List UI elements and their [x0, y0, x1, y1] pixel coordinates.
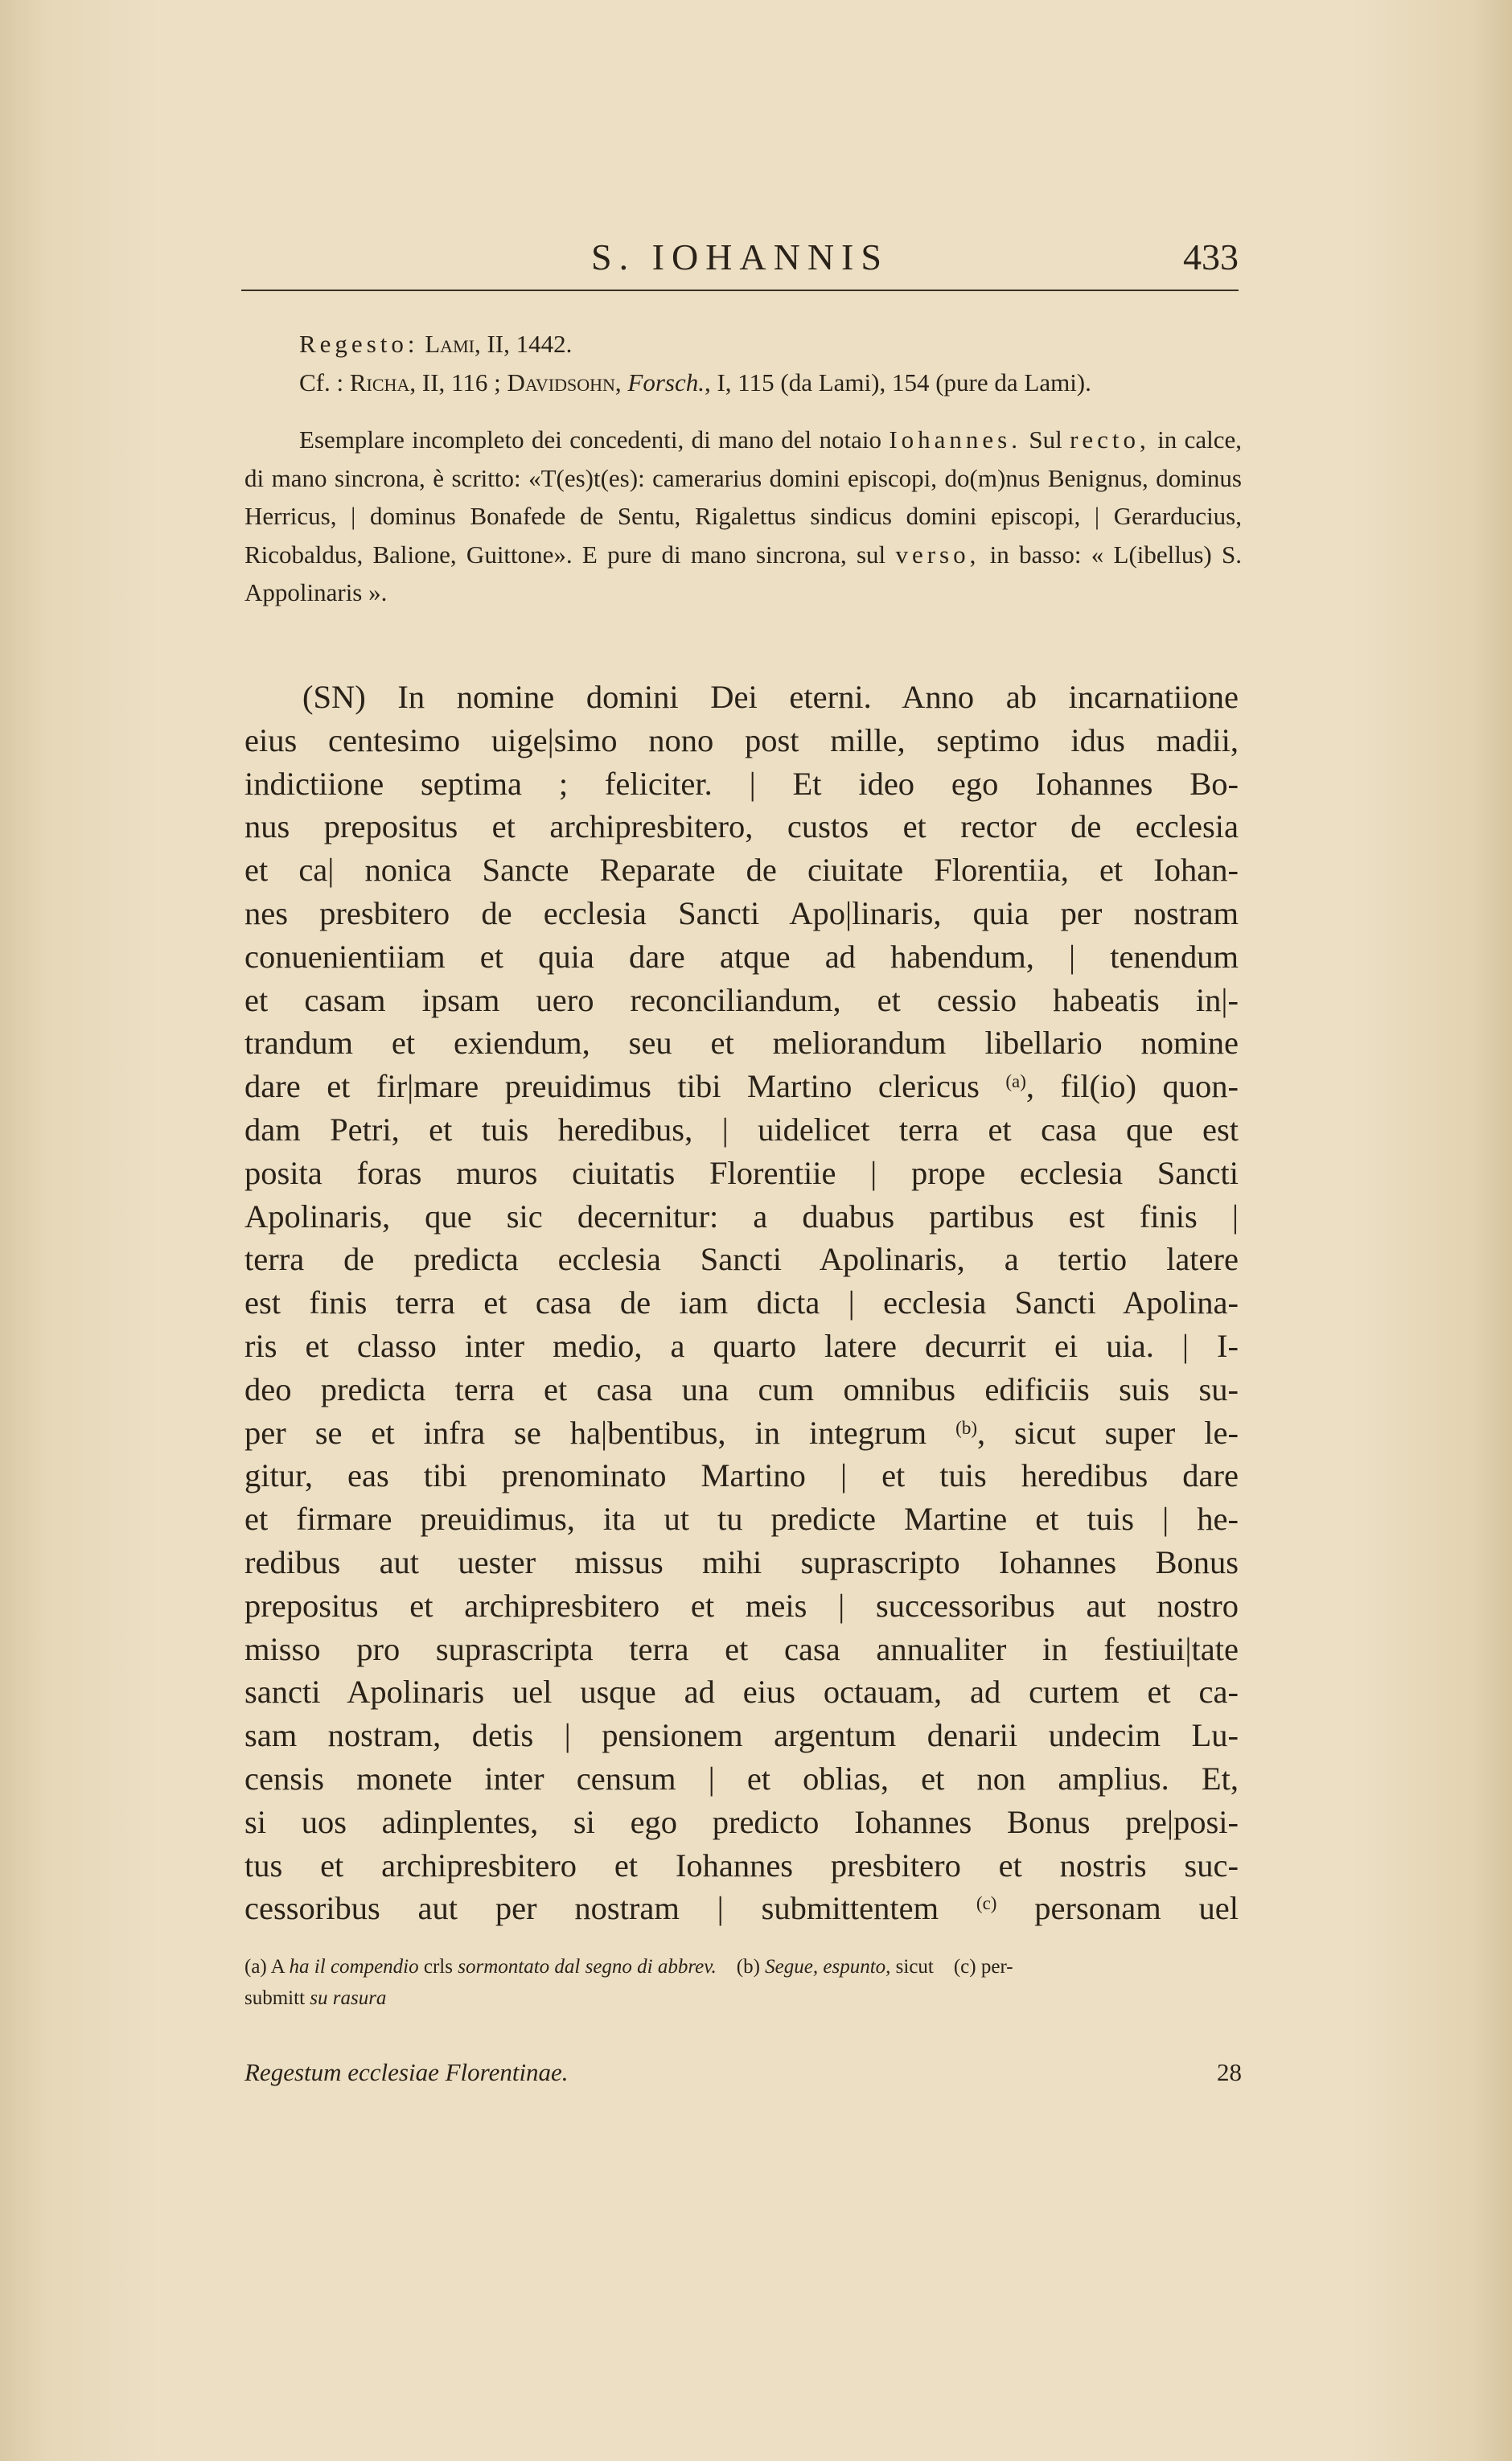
signature-mark: 28	[1217, 2058, 1242, 2086]
cf-mid: , II, 116 ;	[409, 368, 507, 396]
text-line: eius centesimo uige|simo nono post mille, septimo idus madii,	[244, 721, 1239, 758]
esemplare-paragraph	[244, 421, 1242, 612]
text-segment: personam uel	[996, 1890, 1239, 1927]
text-line: posita foras muros ciuitatis Florentiie | prope ecclesia Sancti	[244, 1154, 1239, 1191]
footnote-c-label: (c) per-	[953, 1956, 1013, 1978]
text-line: nes presbitero de ecclesia Sancti Apo|linaris, quia per nostram	[244, 894, 1239, 931]
page-number: 433	[1183, 236, 1239, 277]
footnote-c-line2: submitt	[244, 1987, 306, 2009]
footnotes	[244, 1951, 1242, 2014]
text-line: deo predicta terra et casa una cum omnibus edificiis suis su-	[244, 1370, 1239, 1407]
esemplare-name: Iohannes.	[889, 425, 1021, 454]
sul-prefix: Sul	[1029, 425, 1062, 454]
text-line	[244, 1065, 1239, 1108]
cf-davidsohn: Davidsohn	[507, 368, 615, 396]
footnote-b-sicut: sicut	[895, 1956, 934, 1978]
text-line: est finis terra et casa de iam dicta | ecclesia Sancti Apolina-	[244, 1284, 1239, 1321]
sul-text: in calce, di mano sincrona, è scritto: «T(es)t(es): camerarius domini episcopi, do(m)nus Benignus, dominus Herricus, | dominus Bonafede de Sentu, Rigalettus sindicus domini episcopi, | Gerarducius, Ricobaldus, Balione, Guittone». E pure di mano sincrona, sul	[244, 425, 1243, 569]
verso-word: verso,	[895, 540, 980, 569]
text-line: et casam ipsam uero reconciliandum, et cessio habeatis in|-	[244, 981, 1239, 1018]
regesto-rest: , II, 1442.	[474, 330, 573, 358]
text-segment: cessoribus aut per nostram | submittentem	[244, 1890, 939, 1927]
sul-end: in basso: « L(ibellus) S. Appolinaris ».	[244, 540, 1242, 606]
page-footer	[244, 2052, 1242, 2093]
text-line: misso pro suprascripta terra et casa annualiter in festiui|tate	[244, 1630, 1239, 1667]
text-line: dam Petri, et tuis heredibus, | uidelicet terra et casa que est	[244, 1111, 1239, 1148]
footnote-a-rest: sormontato dal segno di abbrev.	[458, 1956, 717, 1978]
regesto-line	[244, 325, 1242, 364]
footnote-b-label: (b)	[736, 1956, 760, 1978]
footer-title: Regestum ecclesiae Florentinae.	[244, 2058, 569, 2086]
text-line	[244, 1887, 1239, 1930]
footnote-ref-b: (b)	[955, 1417, 977, 1438]
footnote-b-text: Segue, espunto,	[765, 1956, 891, 1978]
text-line: censis monete inter censum | et oblias, et non amplius. Et,	[244, 1760, 1239, 1797]
text-line: redibus aut uester missus mihi suprascripto Iohannes Bonus	[244, 1543, 1239, 1580]
recto-word: recto,	[1070, 425, 1150, 454]
footnote-line	[244, 1951, 1242, 1982]
text-line: et firmare preuidimus, ita ut tu predicte Martine et tuis | he-	[244, 1501, 1239, 1538]
text-segment: , fil(io) quon-	[1025, 1068, 1239, 1105]
text-line: tus et archipresbitero et Iohannes presbitero et nostris suc-	[244, 1847, 1239, 1884]
text-line: indictiione septima ; feliciter. | Et ideo ego Iohannes Bo-	[244, 765, 1239, 802]
cf-line	[244, 364, 1242, 402]
header-rule	[241, 290, 1239, 291]
running-title: S. IOHANNIS	[591, 236, 889, 277]
footnote-ref-a: (a)	[1005, 1071, 1026, 1092]
text-line: nus prepositus et archipresbitero, custos et rector de ecclesia	[244, 808, 1239, 845]
footnote-ref-c: (c)	[976, 1893, 997, 1914]
text-segment: per se et infra se ha|bentibus, in integrum	[244, 1414, 927, 1451]
text-segment: dare et fir|mare preuidimus tibi Martino clericus	[244, 1068, 980, 1105]
regesto-lami: Lami	[425, 330, 475, 358]
text-line: gitur, eas tibi prenominato Martino | et tuis heredibus dare	[244, 1457, 1239, 1494]
charter-text	[244, 676, 1239, 1930]
cf-prefix: Cf. :	[299, 368, 350, 396]
text-line: trandum et exiendum, seu et meliorandum libellario nomine	[244, 1025, 1239, 1062]
text-line: conuenientiiam et quia dare atque ad habendum, | tenendum	[244, 938, 1239, 975]
footnote-line	[244, 1982, 1242, 2014]
critical-apparatus	[244, 325, 1242, 612]
text-line	[244, 1411, 1239, 1455]
regesto-label: Regesto:	[299, 330, 419, 358]
footnote-a-text: ha il compendio	[289, 1956, 419, 1978]
esemplare-text: Esemplare incompleto dei concedenti, di mano del notaio	[299, 425, 881, 454]
text-line: ris et classo inter medio, a quarto latere decurrit ei uia. | I-	[244, 1327, 1239, 1364]
text-line: si uos adinplentes, si ego predicto Iohannes Bonus pre|posi-	[244, 1803, 1239, 1840]
footnote-a-label: (a) A	[244, 1956, 285, 1978]
footnote-c-su: su rasura	[310, 1987, 387, 2009]
cf-sep: ,	[614, 368, 628, 396]
text-line: (SN) In nomine domini Dei eterni. Anno ab incarnatiione	[302, 679, 1239, 715]
text-line: sam nostram, detis | pensionem argentum denarii undecim Lu-	[244, 1717, 1239, 1754]
text-segment: , sicut super le-	[976, 1414, 1239, 1451]
running-header	[241, 233, 1239, 298]
footnote-a-crls: crls	[423, 1956, 453, 1978]
cf-richa: Richa	[349, 368, 410, 396]
text-line: Apolinaris, que sic decernitur: a duabus partibus est finis |	[244, 1198, 1239, 1235]
text-line: et ca| nonica Sancte Reparate de ciuitate Florentiia, et Iohan-	[244, 852, 1239, 889]
cf-forsch: Forsch.	[627, 368, 705, 396]
text-line: terra de predicta ecclesia Sancti Apolinaris, a tertio latere	[244, 1241, 1239, 1278]
text-line: sancti Apolinaris uel usque ad eius octauam, ad curtem et ca-	[244, 1674, 1239, 1711]
text-line: prepositus et archipresbitero et meis | successoribus aut nostro	[244, 1587, 1239, 1624]
cf-rest: , I, 115 (da Lami), 154 (pure da Lami).	[704, 368, 1091, 396]
